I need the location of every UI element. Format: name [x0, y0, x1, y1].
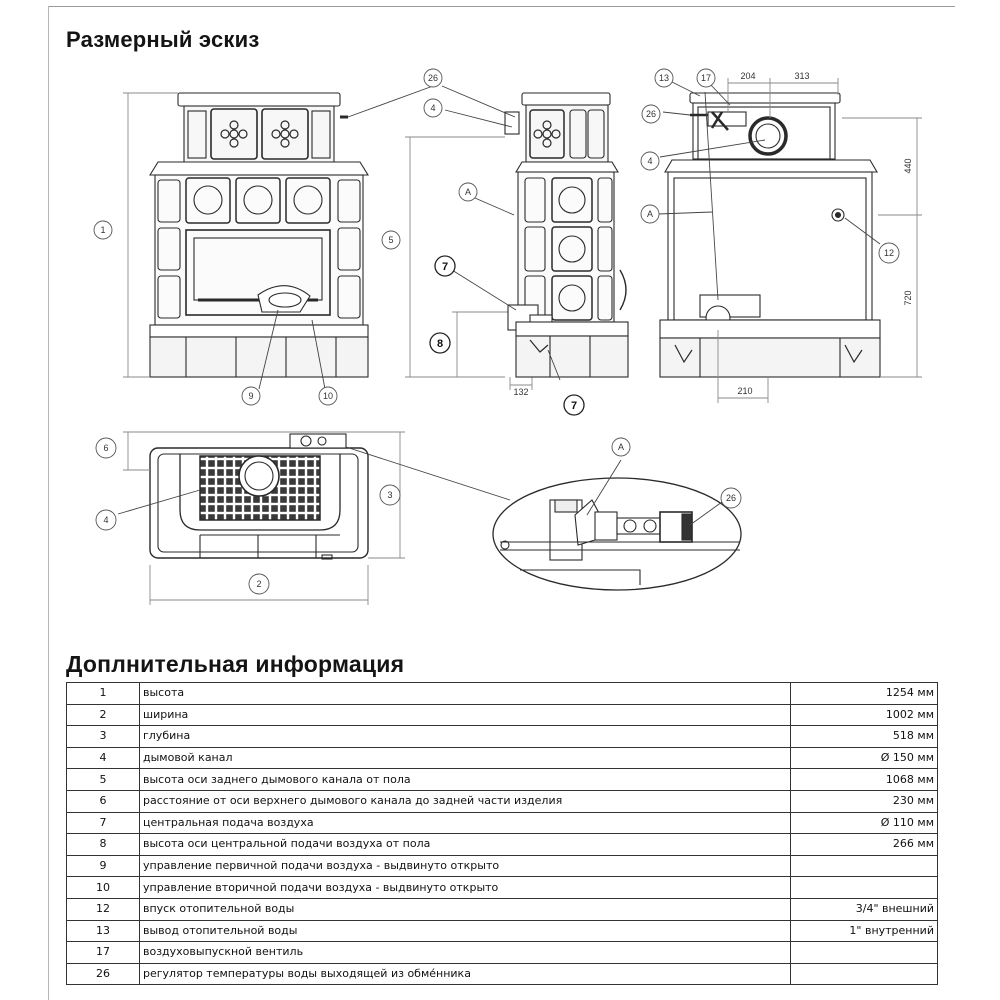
row-number: 13	[67, 920, 140, 942]
dim-720: 720	[903, 290, 913, 306]
callout-4-rear: 4	[647, 156, 653, 166]
callout-3: 3	[387, 490, 393, 500]
table-row	[67, 704, 938, 726]
callout-1: 1	[100, 225, 106, 235]
callout-6: 6	[103, 443, 109, 453]
row-number: 6	[67, 790, 140, 812]
row-number: 1	[67, 683, 140, 705]
table-row	[67, 855, 938, 877]
row-description: воздуховыпускной вентиль	[140, 942, 791, 964]
callout-26-side: 26	[427, 73, 439, 83]
row-number: 3	[67, 726, 140, 748]
row-description: вывод отопительной воды	[140, 920, 791, 942]
table-row	[67, 812, 938, 834]
row-value: 1002 мм	[791, 704, 938, 726]
row-description: дымовой канал	[140, 747, 791, 769]
row-description: расстояние от оси верхнего дымового канала до задней части изделия	[140, 790, 791, 812]
dim-204: 204	[740, 71, 756, 81]
row-number: 8	[67, 834, 140, 856]
row-value: 518 мм	[791, 726, 938, 748]
callout-4-top: 4	[103, 515, 109, 525]
callout-2: 2	[256, 579, 262, 589]
callout-13: 13	[658, 73, 670, 83]
top-view	[150, 434, 368, 559]
row-value: 1" внутренний	[791, 920, 938, 942]
row-value	[791, 877, 938, 899]
row-value: Ø 110 мм	[791, 812, 938, 834]
callout-12: 12	[883, 248, 895, 258]
row-number: 26	[67, 963, 140, 985]
row-number: 17	[67, 942, 140, 964]
dim-132: 132	[513, 387, 529, 397]
row-value: 3/4" внешний	[791, 898, 938, 920]
callout-4-side: 4	[430, 103, 436, 113]
row-description: управление первичной подачи воздуха - выдвинуто открыто	[140, 855, 791, 877]
sketch-title: Размерный эскиз	[66, 27, 260, 52]
row-value	[791, 942, 938, 964]
row-value: 1254 мм	[791, 683, 938, 705]
table-row	[67, 747, 938, 769]
table-row	[67, 920, 938, 942]
table-row	[67, 790, 938, 812]
row-number: 2	[67, 704, 140, 726]
dim-210: 210	[737, 386, 753, 396]
callout-a-side: A	[464, 187, 472, 197]
info-table	[66, 682, 938, 985]
callout-7-upper: 7	[441, 261, 449, 273]
detail-a-view	[493, 478, 741, 590]
row-value: 1068 мм	[791, 769, 938, 791]
dim-440: 440	[903, 158, 913, 174]
table-row	[67, 877, 938, 899]
callout-7-lower: 7	[570, 400, 578, 412]
rear-view	[660, 93, 880, 377]
row-description: высота оси заднего дымового канала от пола	[140, 769, 791, 791]
table-row	[67, 726, 938, 748]
row-number: 4	[67, 747, 140, 769]
callout-17: 17	[700, 73, 712, 83]
row-description: высота оси центральной подачи воздуха от пола	[140, 834, 791, 856]
row-number: 5	[67, 769, 140, 791]
row-description: впуск отопительной воды	[140, 898, 791, 920]
info-title: Доплнительная информация	[66, 651, 405, 677]
callout-8: 8	[436, 338, 444, 350]
table-row	[67, 898, 938, 920]
row-description: высота	[140, 683, 791, 705]
callout-26-detail: 26	[725, 493, 737, 503]
table-row	[67, 963, 938, 985]
row-value: Ø 150 мм	[791, 747, 938, 769]
row-value: 266 мм	[791, 834, 938, 856]
row-value	[791, 963, 938, 985]
row-description: управление вторичной подачи воздуха - выдвинуто открыто	[140, 877, 791, 899]
row-number: 7	[67, 812, 140, 834]
front-view	[150, 93, 368, 377]
dim-313: 313	[794, 71, 810, 81]
row-description: регулятор температуры воды выходящей из обме́нника	[140, 963, 791, 985]
row-number: 10	[67, 877, 140, 899]
row-description: глубина	[140, 726, 791, 748]
table-row	[67, 834, 938, 856]
row-number: 9	[67, 855, 140, 877]
callout-26-rear: 26	[645, 109, 657, 119]
callout-a-detail: A	[617, 442, 625, 452]
table-row	[67, 942, 938, 964]
callout-9: 9	[248, 391, 254, 401]
callout-a-rear: A	[646, 209, 654, 219]
row-description: центральная подача воздуха	[140, 812, 791, 834]
row-description: ширина	[140, 704, 791, 726]
table-row	[67, 769, 938, 791]
row-number: 12	[67, 898, 140, 920]
callout-10: 10	[322, 391, 334, 401]
table-row	[67, 683, 938, 705]
row-value: 230 мм	[791, 790, 938, 812]
callout-5: 5	[388, 235, 394, 245]
row-value	[791, 855, 938, 877]
side-view	[505, 93, 628, 377]
